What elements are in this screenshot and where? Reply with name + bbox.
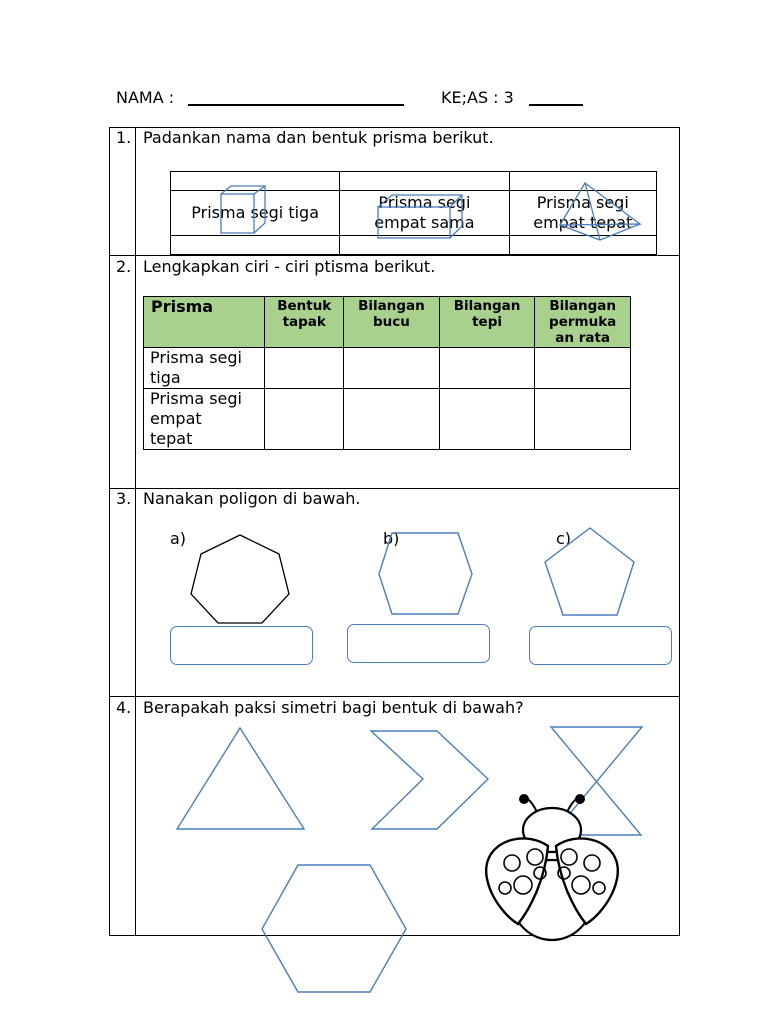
q3-label-a: a) (170, 529, 187, 548)
q4-text: Berapakah paksi simetri bagi bentuk di bawah? (143, 698, 524, 717)
q1-name-cell: Prisma segi empat tepat (509, 191, 656, 236)
chevron-icon (371, 731, 488, 829)
q2-row-label: Prisma segi empat tepat (144, 389, 265, 450)
q2-header-bentuk-tapak: Bentuk tapak (265, 297, 344, 348)
q4-number: 4. (116, 698, 132, 717)
q2-header-bilangan-bucu: Bilangan bucu (344, 297, 440, 348)
q2-header-prisma: Prisma (144, 297, 265, 348)
q2-row-label: Prisma segi tiga (144, 348, 265, 389)
q3-label-c: c) (556, 529, 572, 548)
q3-number: 3. (116, 489, 132, 508)
q2-text: Lengkapkan ciri - ciri ptisma berikut. (143, 257, 436, 276)
ladybug-icon (486, 795, 618, 940)
q1-number: 1. (116, 128, 132, 147)
q1-text: Padankan nama dan bentuk prisma berikut. (143, 128, 494, 147)
q3-text: Nanakan poligon di bawah. (143, 489, 361, 508)
q1-name-cell: Prisma segi empat sama (340, 191, 509, 236)
q2-header-bilangan-permukaan: Bilangan permuka an rata (535, 297, 631, 348)
q3-label-b: b) (383, 529, 400, 548)
q2-number: 2. (116, 257, 132, 276)
q2-header-bilangan-tepi: Bilangan tepi (439, 297, 535, 348)
q1-name-cell: Prisma segi tiga (171, 191, 340, 236)
nama-label: NAMA : (116, 88, 175, 107)
triangle-icon (177, 728, 304, 829)
kelas-label: KE;AS : 3 (441, 88, 514, 107)
hexagon-icon (262, 865, 406, 992)
